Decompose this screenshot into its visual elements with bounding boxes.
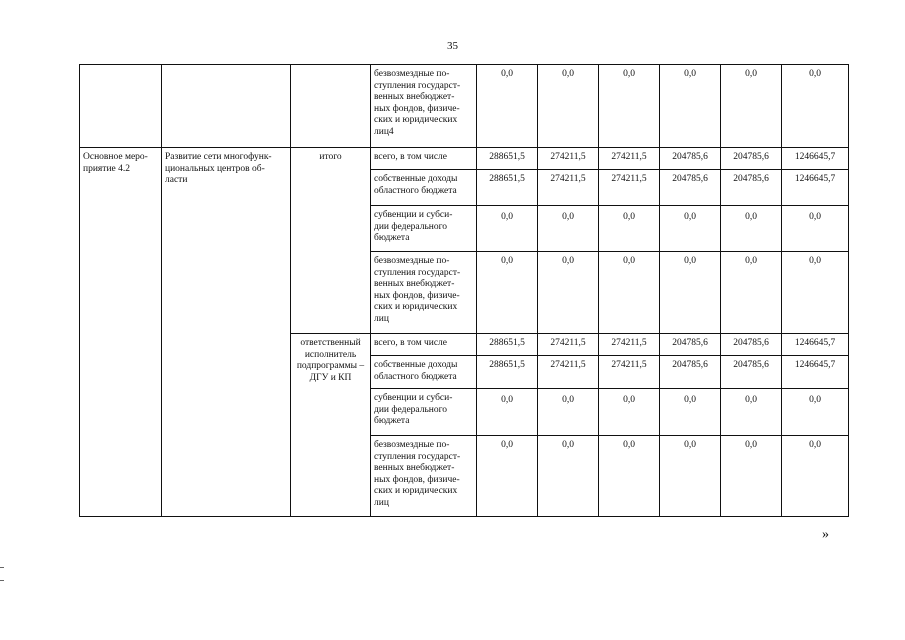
value-cell: 0,0 bbox=[721, 389, 782, 436]
total-value-cell: 1246645,7 bbox=[782, 356, 849, 389]
responsible-cell bbox=[291, 65, 371, 148]
value-cell: 0,0 bbox=[660, 252, 721, 334]
total-value-cell: 1246645,7 bbox=[782, 170, 849, 206]
value-cell: 204785,6 bbox=[660, 356, 721, 389]
margin-mark bbox=[0, 567, 4, 581]
closing-quote-mark: » bbox=[822, 527, 829, 542]
value-cell: 288651,5 bbox=[477, 148, 538, 170]
value-cell: 0,0 bbox=[660, 206, 721, 252]
value-cell: 0,0 bbox=[599, 65, 660, 148]
value-cell: 204785,6 bbox=[721, 170, 782, 206]
value-cell: 274211,5 bbox=[538, 170, 599, 206]
funding-source-text: собственные доходы областного бюджета bbox=[374, 174, 458, 196]
funding-source-cell bbox=[371, 252, 477, 334]
value-cell: 274211,5 bbox=[599, 334, 660, 356]
value-cell: 0,0 bbox=[599, 436, 660, 517]
value-cell: 204785,6 bbox=[660, 170, 721, 206]
value-cell: 0,0 bbox=[599, 252, 660, 334]
value-cell: 0,0 bbox=[538, 65, 599, 148]
funding-source-cell bbox=[371, 148, 477, 170]
total-value-cell: 0,0 bbox=[782, 436, 849, 517]
total-value-cell: 1246645,7 bbox=[782, 148, 849, 170]
value-cell: 0,0 bbox=[660, 389, 721, 436]
value-cell: 274211,5 bbox=[538, 356, 599, 389]
funding-source-cell bbox=[371, 65, 477, 148]
value-cell: 0,0 bbox=[477, 65, 538, 148]
responsible-text: итого bbox=[319, 152, 342, 162]
total-value-cell: 0,0 bbox=[782, 389, 849, 436]
value-cell: 0,0 bbox=[538, 206, 599, 252]
value-cell: 274211,5 bbox=[599, 356, 660, 389]
funding-source-text: всего, в том числе bbox=[374, 338, 448, 348]
table-row bbox=[80, 65, 849, 148]
budget-table bbox=[79, 64, 849, 517]
value-cell: 0,0 bbox=[538, 252, 599, 334]
value-cell: 274211,5 bbox=[599, 148, 660, 170]
value-cell: 0,0 bbox=[538, 436, 599, 517]
value-cell: 0,0 bbox=[538, 389, 599, 436]
event-name-cell bbox=[162, 148, 291, 517]
funding-source-cell bbox=[371, 389, 477, 436]
value-cell: 204785,6 bbox=[721, 334, 782, 356]
funding-source-text: безвозмездные по- ступления государст- венных внебюджет- ных фондов, физиче- ских и юридических лиц bbox=[374, 440, 461, 508]
total-value-cell: 0,0 bbox=[782, 206, 849, 252]
event-cell bbox=[80, 65, 162, 148]
value-cell: 0,0 bbox=[477, 206, 538, 252]
funding-source-cell bbox=[371, 170, 477, 206]
funding-source-text: всего, в том числе bbox=[374, 152, 448, 162]
responsible-cell bbox=[291, 148, 371, 334]
page-number: 35 bbox=[447, 40, 458, 52]
funding-source-text: субвенции и субси- дии федерального бюджета bbox=[374, 393, 453, 426]
value-cell: 204785,6 bbox=[721, 356, 782, 389]
value-cell: 288651,5 bbox=[477, 356, 538, 389]
responsible-text: ответственный исполнитель подпрограммы – ДГУ и КП bbox=[296, 338, 365, 383]
value-cell: 0,0 bbox=[477, 389, 538, 436]
value-cell: 204785,6 bbox=[660, 148, 721, 170]
responsible-cell bbox=[291, 334, 371, 517]
total-value-cell: 0,0 bbox=[782, 65, 849, 148]
funding-source-text: собственные доходы областного бюджета bbox=[374, 360, 458, 382]
value-cell: 0,0 bbox=[599, 389, 660, 436]
value-cell: 274211,5 bbox=[538, 334, 599, 356]
funding-source-text: субвенции и субси- дии федерального бюджета bbox=[374, 210, 453, 243]
value-cell: 0,0 bbox=[660, 436, 721, 517]
value-cell: 0,0 bbox=[721, 252, 782, 334]
value-cell: 288651,5 bbox=[477, 334, 538, 356]
value-cell: 274211,5 bbox=[538, 148, 599, 170]
value-cell: 288651,5 bbox=[477, 170, 538, 206]
event-name-cell bbox=[162, 65, 291, 148]
funding-source-cell bbox=[371, 206, 477, 252]
value-cell: 204785,6 bbox=[721, 148, 782, 170]
value-cell: 0,0 bbox=[721, 206, 782, 252]
funding-source-cell bbox=[371, 436, 477, 517]
value-cell: 0,0 bbox=[721, 65, 782, 148]
total-value-cell: 0,0 bbox=[782, 252, 849, 334]
funding-source-cell bbox=[371, 356, 477, 389]
value-cell: 0,0 bbox=[599, 206, 660, 252]
funding-source-text: безвозмездные по- ступления государст- венных внебюджет- ных фондов, физиче- ских и юридических лиц4 bbox=[374, 69, 461, 137]
value-cell: 274211,5 bbox=[599, 170, 660, 206]
value-cell: 204785,6 bbox=[660, 334, 721, 356]
value-cell: 0,0 bbox=[721, 436, 782, 517]
total-value-cell: 1246645,7 bbox=[782, 334, 849, 356]
event-cell bbox=[80, 148, 162, 517]
funding-source-cell bbox=[371, 334, 477, 356]
table-row bbox=[80, 148, 849, 170]
value-cell: 0,0 bbox=[477, 436, 538, 517]
value-cell: 0,0 bbox=[477, 252, 538, 334]
event-label: Основное меро- приятие 4.2 bbox=[83, 152, 148, 174]
funding-source-text: безвозмездные по- ступления государст- венных внебюджет- ных фондов, физиче- ских и юридических лиц bbox=[374, 256, 461, 324]
event-name-text: Развитие сети многофунк- циональных центров об- ласти bbox=[165, 152, 272, 185]
value-cell: 0,0 bbox=[660, 65, 721, 148]
